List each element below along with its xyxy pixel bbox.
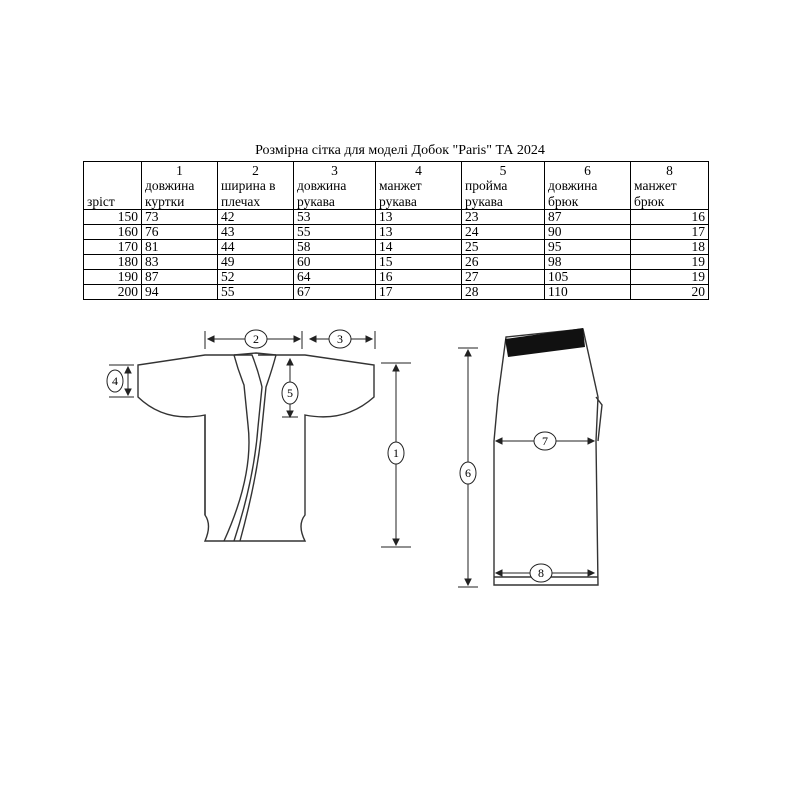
table-cell: 28 xyxy=(462,285,545,300)
table-row xyxy=(84,285,709,300)
table-row xyxy=(84,255,709,270)
table-cell: 81 xyxy=(142,240,218,255)
table-cell: 64 xyxy=(294,270,376,285)
column-header: 8 манжет брюк xyxy=(631,162,709,210)
table-cell: 105 xyxy=(545,270,631,285)
column-header: 5 пройма рукава xyxy=(462,162,545,210)
table-row xyxy=(84,240,709,255)
table-row xyxy=(84,225,709,240)
marker-4: 4 xyxy=(112,374,118,388)
height-cell: 180 xyxy=(84,255,142,270)
table-cell: 90 xyxy=(545,225,631,240)
table-cell: 19 xyxy=(631,270,709,285)
page-title: Розмірна сітка для моделі Добок "Paris" ТА 2024 xyxy=(255,143,545,158)
table-cell: 15 xyxy=(376,255,462,270)
table-cell: 13 xyxy=(376,225,462,240)
size-table xyxy=(83,161,709,300)
table-cell: 98 xyxy=(545,255,631,270)
table-cell: 73 xyxy=(142,210,218,225)
marker-7: 7 xyxy=(542,434,548,448)
table-cell: 55 xyxy=(294,225,376,240)
dimension-markers xyxy=(107,330,556,582)
height-cell: 150 xyxy=(84,210,142,225)
dimension-lines xyxy=(109,331,594,587)
table-cell: 76 xyxy=(142,225,218,240)
table-header-row xyxy=(84,162,709,210)
column-header: 6 довжина брюк xyxy=(545,162,631,210)
pants-drawing xyxy=(494,329,602,585)
table-cell: 17 xyxy=(631,225,709,240)
marker-8: 8 xyxy=(538,566,544,580)
marker-1: 1 xyxy=(393,446,399,460)
column-header: 4 манжет рукава xyxy=(376,162,462,210)
table-cell: 19 xyxy=(631,255,709,270)
table-cell: 55 xyxy=(218,285,294,300)
table-cell: 60 xyxy=(294,255,376,270)
table-cell: 16 xyxy=(376,270,462,285)
table-cell: 25 xyxy=(462,240,545,255)
marker-6: 6 xyxy=(465,466,471,480)
marker-3: 3 xyxy=(337,332,343,346)
table-cell: 17 xyxy=(376,285,462,300)
table-cell: 49 xyxy=(218,255,294,270)
table-cell: 110 xyxy=(545,285,631,300)
column-header: 3 довжина рукава xyxy=(294,162,376,210)
table-row xyxy=(84,270,709,285)
height-cell: 200 xyxy=(84,285,142,300)
table-cell: 94 xyxy=(142,285,218,300)
table-cell: 27 xyxy=(462,270,545,285)
column-header-height: зріст xyxy=(84,162,142,210)
table-row xyxy=(84,210,709,225)
table-cell: 58 xyxy=(294,240,376,255)
height-cell: 170 xyxy=(84,240,142,255)
height-cell: 190 xyxy=(84,270,142,285)
table-cell: 95 xyxy=(545,240,631,255)
marker-2: 2 xyxy=(253,332,259,346)
table-cell: 18 xyxy=(631,240,709,255)
table-cell: 43 xyxy=(218,225,294,240)
column-header: 2 ширина в плечах xyxy=(218,162,294,210)
table-cell: 23 xyxy=(462,210,545,225)
table-cell: 16 xyxy=(631,210,709,225)
table-cell: 24 xyxy=(462,225,545,240)
table-cell: 83 xyxy=(142,255,218,270)
column-header: 1 довжина куртки xyxy=(142,162,218,210)
jacket-drawing xyxy=(138,353,374,541)
table-cell: 26 xyxy=(462,255,545,270)
table-cell: 87 xyxy=(142,270,218,285)
table-cell: 14 xyxy=(376,240,462,255)
height-cell: 160 xyxy=(84,225,142,240)
table-cell: 53 xyxy=(294,210,376,225)
table-cell: 44 xyxy=(218,240,294,255)
table-cell: 87 xyxy=(545,210,631,225)
marker-5: 5 xyxy=(287,386,293,400)
table-cell: 42 xyxy=(218,210,294,225)
table-cell: 13 xyxy=(376,210,462,225)
table-cell: 52 xyxy=(218,270,294,285)
table-cell: 67 xyxy=(294,285,376,300)
table-cell: 20 xyxy=(631,285,709,300)
garment-diagram xyxy=(0,315,800,615)
